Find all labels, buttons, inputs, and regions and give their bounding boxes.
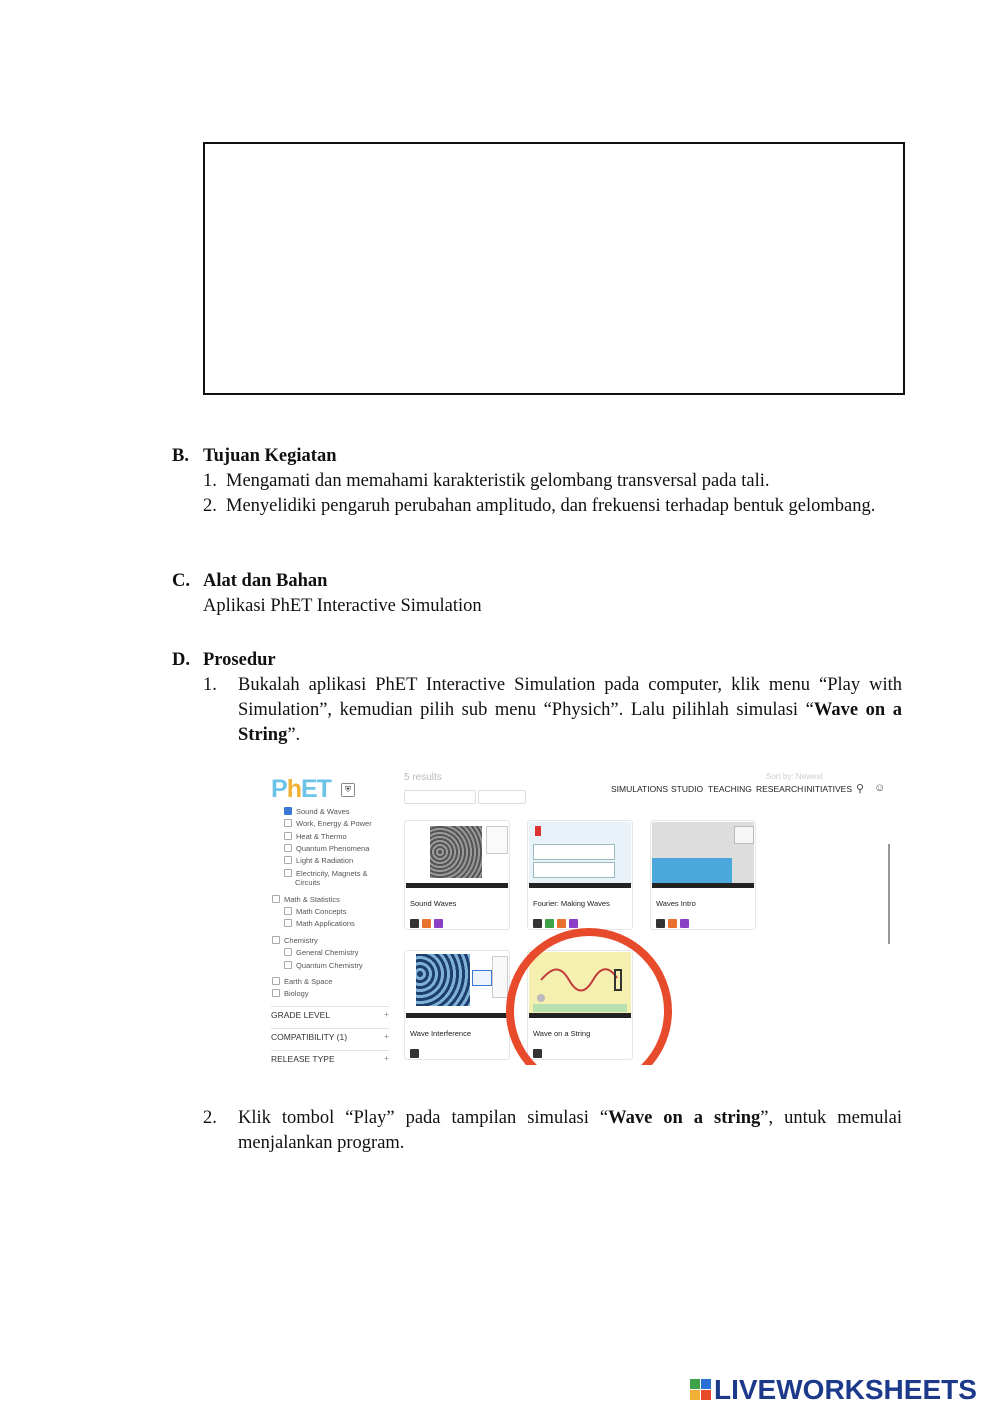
- sim-thumbnail: [406, 822, 508, 888]
- cu-logo-icon: ⛨: [341, 783, 355, 797]
- section-c: [172, 569, 902, 619]
- release-type-accordion[interactable]: RELEASE TYPE +: [271, 1050, 389, 1064]
- grade-level-accordion[interactable]: GRADE LEVEL +: [271, 1006, 389, 1020]
- section-d: [172, 648, 902, 748]
- plus-icon[interactable]: +: [384, 1009, 389, 1019]
- sidebar-item-sound-waves[interactable]: Sound & Waves: [284, 807, 350, 816]
- checkbox-icon[interactable]: [284, 919, 292, 927]
- sidebar-item[interactable]: Quantum Chemistry: [284, 961, 363, 970]
- sidebar-item[interactable]: Math Concepts: [284, 907, 346, 916]
- phet-logo: PhET: [271, 775, 331, 803]
- filter-chip[interactable]: [478, 790, 526, 804]
- sort-select[interactable]: Sort by: Newest: [766, 772, 823, 781]
- checkbox-icon[interactable]: [272, 989, 280, 997]
- nav-simulations[interactable]: SIMULATIONS: [611, 784, 668, 794]
- sim-thumbnail: [406, 952, 508, 1018]
- procedure-step-1: 1. Bukalah aplikasi PhET Interactive Simulation pada computer, klik menu “Play with Simulation”, kemudian pilih sub menu “Physich”. Lalu pilihlah simulasi “Wave on a String”.: [203, 675, 902, 745]
- sidebar-item-continued: Circuits: [295, 878, 321, 887]
- checkbox-icon[interactable]: [284, 807, 292, 815]
- sim-title: Wave on a String: [533, 1029, 591, 1038]
- sidebar-item[interactable]: Earth & Space: [272, 977, 332, 986]
- search-icon[interactable]: ⚲: [856, 783, 865, 795]
- sim-title: Sound Waves: [410, 899, 457, 908]
- list-item: 2. Menyelidiki pengaruh perubahan amplitudo, dan frekuensi terhadap bentuk gelombang.: [203, 496, 876, 516]
- section-c-text: Aplikasi PhET Interactive Simulation: [203, 596, 482, 616]
- scrollbar[interactable]: [888, 844, 890, 944]
- nav-studio[interactable]: STUDIO: [671, 784, 704, 794]
- answer-box[interactable]: [203, 142, 905, 395]
- java-icon: [680, 919, 689, 928]
- section-b: [172, 444, 902, 519]
- sim-title: Waves Intro: [656, 899, 696, 908]
- flash-icon: [668, 919, 677, 928]
- liveworksheets-logo: LIVEWORKSHEETS: [690, 1374, 977, 1406]
- java-green-icon: [545, 919, 554, 928]
- sidebar-item[interactable]: Quantum Phenomena: [284, 844, 369, 853]
- java-icon: [569, 919, 578, 928]
- compatibility-accordion[interactable]: COMPATIBILITY (1) +: [271, 1028, 389, 1042]
- sidebar-item[interactable]: Biology: [272, 989, 309, 998]
- sidebar-item[interactable]: Chemistry: [272, 936, 318, 945]
- html5-icon: [410, 919, 419, 928]
- checkbox-icon[interactable]: [284, 961, 292, 969]
- sim-card-waves-intro[interactable]: [650, 820, 756, 930]
- checkbox-icon[interactable]: [284, 869, 292, 877]
- checkbox-icon[interactable]: [284, 948, 292, 956]
- sidebar-item[interactable]: Electricity, Magnets &: [284, 869, 368, 878]
- sidebar-item[interactable]: General Chemistry: [284, 948, 359, 957]
- checkbox-icon[interactable]: [272, 936, 280, 944]
- checkbox-icon[interactable]: [284, 832, 292, 840]
- liveworksheets-icon: [690, 1379, 712, 1401]
- sidebar-item[interactable]: Math Applications: [284, 919, 355, 928]
- procedure-step-2: 2. Klik tombol “Play” pada tampilan simulasi “Wave on a string”, untuk memulai menjalankan program.: [203, 1108, 902, 1153]
- java-icon: [434, 919, 443, 928]
- sim-title: Fourier: Making Waves: [533, 899, 610, 908]
- results-count: 5 results: [404, 772, 442, 783]
- sidebar-item[interactable]: Heat & Thermo: [284, 832, 347, 841]
- html5-icon: [656, 919, 665, 928]
- section-d-heading: D. Prosedur: [172, 650, 276, 670]
- checkbox-icon[interactable]: [272, 895, 280, 903]
- sim-card-wave-interference[interactable]: [404, 950, 510, 1060]
- user-icon[interactable]: ☺: [874, 782, 886, 794]
- nav-initiatives[interactable]: INITIATIVES: [804, 784, 853, 794]
- sim-card-sound-waves[interactable]: [404, 820, 510, 930]
- section-d-step-2: [172, 1106, 902, 1156]
- sim-title: Wave Interference: [410, 1029, 471, 1038]
- sim-thumbnail: [652, 822, 754, 888]
- sidebar-item[interactable]: Math & Statistics: [272, 895, 340, 904]
- sim-thumbnail: [529, 822, 631, 888]
- section-c-heading: C. Alat dan Bahan: [172, 571, 328, 591]
- sidebar-item[interactable]: Work, Energy & Power: [284, 819, 372, 828]
- section-b-heading: B. Tujuan Kegiatan: [172, 446, 337, 466]
- checkbox-icon[interactable]: [284, 856, 292, 864]
- flash-icon: [557, 919, 566, 928]
- nav-teaching[interactable]: TEACHING: [708, 784, 752, 794]
- highlight-circle: [506, 928, 672, 1065]
- filter-chip[interactable]: [404, 790, 476, 804]
- checkbox-icon[interactable]: [272, 977, 280, 985]
- plus-icon[interactable]: +: [384, 1031, 389, 1041]
- sidebar-item[interactable]: Light & Radiation: [284, 856, 353, 865]
- sim-card-fourier[interactable]: [527, 820, 633, 930]
- checkbox-icon[interactable]: [284, 907, 292, 915]
- checkbox-icon[interactable]: [284, 819, 292, 827]
- html5-icon: [410, 1049, 419, 1058]
- plus-icon[interactable]: +: [384, 1053, 389, 1063]
- list-item: 1. Mengamati dan memahami karakteristik gelombang transversal pada tali.: [203, 471, 770, 491]
- nav-research[interactable]: RESEARCH: [756, 784, 804, 794]
- html5-icon: [533, 919, 542, 928]
- checkbox-icon[interactable]: [284, 844, 292, 852]
- flash-icon: [422, 919, 431, 928]
- phet-screenshot: [266, 770, 892, 1065]
